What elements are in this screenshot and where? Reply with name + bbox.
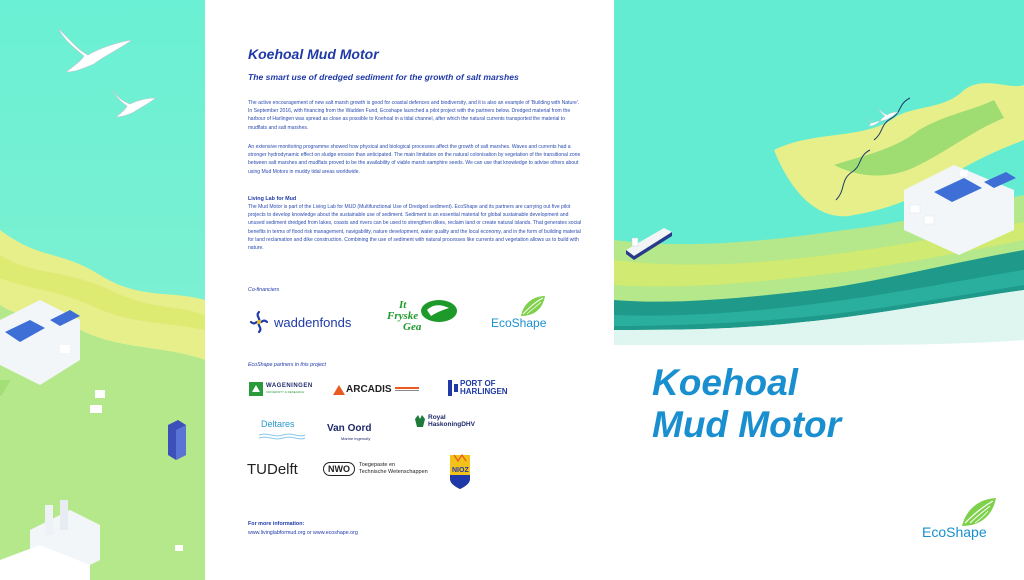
nwo-name: NWO (323, 462, 355, 476)
waddenfonds-name: waddenfonds (274, 314, 352, 330)
vanoord-name: Van Oord (327, 423, 372, 434)
brochure-text-page (205, 0, 614, 580)
fryske-line3: Gea (403, 321, 422, 333)
ecoshape-logo-small (491, 294, 561, 336)
arcadis-icon (333, 385, 345, 395)
van-oord-logo (327, 424, 371, 441)
wageningen-icon (249, 382, 263, 396)
nioz-name: NIOZ (452, 467, 469, 474)
cover-page (614, 0, 1024, 580)
cover-brand: EcoShape (922, 524, 987, 540)
waddenfonds-icon (247, 308, 271, 336)
nwo-logo (323, 462, 428, 476)
brochure-subtitle: The smart use of dredged sediment for the growth of salt marshes (248, 72, 519, 82)
ecoshape-name-small: EcoShape (491, 316, 547, 330)
wageningen-logo (249, 382, 313, 396)
port-line2: HARLINGEN (460, 387, 508, 396)
fryske-line1: It (399, 299, 407, 311)
monitoring-paragraph: An extensive monitoring programme showed how physical and biological processes affect the growth of salt marshes. Waves and currents had a stronger hydrodynamic effect on sludge erosion than anticipated. The main limitation on the natural colonisation by vegetation of the transitional zone between salt marshes and mudflats proved to be the availability of viable marsh samphire seeds. We can use that knowledge to advise others about using Mud Motors in muddy tidal areas worldwide. (248, 144, 581, 175)
royal-haskoning-logo (415, 414, 475, 428)
ecoshape-leaf-icon (517, 294, 547, 318)
deltares-name: Deltares (261, 419, 295, 429)
living-lab-heading: Living Lab for Mud (248, 196, 297, 202)
tudelft-name: TUDelft (247, 461, 298, 478)
bird-silhouette-icon (417, 298, 459, 324)
fryske-line2: Fryske (387, 310, 419, 322)
wageningen-name: WAGENINGEN (266, 383, 313, 389)
nioz-logo (448, 453, 472, 491)
port-line1: PORT OF (460, 379, 496, 388)
fryske-gea-logo (387, 296, 467, 342)
living-lab-paragraph: The Mud Motor is part of the Living Lab for MUD (Multifunctional Use of Dredged sediment). EcoShape and its partners are carrying out five pilot projects to develop knowledge about the sustainable use of sediment. Sediment is an essential material for global sustainable development and unused sediment dredged from lakes, coasts and rivers can be used to strengthen dikes, reclaim land or create natural islands. That generates social benefits in terms of flood risk management, navigability, nature development, water quality and the local economy, and in the form of building material for land reclamation and dike construction. Combining the use of sediment with natural processes like currents and vegetation allows us to build with nature. (248, 204, 582, 252)
port-of-harlingen-logo (448, 380, 508, 396)
coastal-landscape-left (0, 0, 205, 580)
intro-paragraph: The active encouragement of new salt marsh growth is good for coastal defences and biodiversity, and it is also an example of 'Building with Nature'. In September 2016, with financing from the Wadden Fund, Ecoshape launched a pilot project with the partners below. Dredged material from the harbour of Harlingen was spread as close as possible to Koehoal in a tidal channel, after which the natural currents transported the material to mudflats and salt marshes. (248, 100, 580, 131)
tower (168, 420, 186, 460)
cofinanciers-label: Co-financiers (248, 287, 280, 293)
more-info-links[interactable]: www.livinglabformud.org or www.ecoshape.org (248, 530, 358, 536)
arcadis-logo (333, 384, 419, 395)
deltares-logo (257, 419, 307, 443)
cover-title-line1: Koehoal (652, 362, 798, 403)
tudelft-logo (247, 461, 298, 478)
arcadis-tagline (395, 387, 419, 393)
cover-title-line2: Mud Motor (652, 404, 842, 445)
brochure-title: Koehoal Mud Motor (248, 46, 379, 62)
nwo-line2: Technische Wetenschappen (359, 469, 428, 475)
more-info-label: For more information: (248, 521, 305, 527)
royal-line1: Royal (428, 414, 446, 421)
coastal-landscape-right (614, 0, 1024, 580)
nwo-line1: Toegepaste en (359, 462, 396, 468)
waddenfonds-logo (247, 306, 351, 338)
wageningen-sub: UNIVERSITY & RESEARCH (266, 390, 305, 394)
partners-label: EcoShape partners in this project (248, 362, 327, 368)
vanoord-sub: Marine ingenuity (341, 436, 371, 441)
port-icon (448, 380, 458, 396)
arcadis-name: ARCADIS (346, 384, 392, 395)
left-illustration (0, 0, 205, 580)
deltares-waves-icon (257, 431, 307, 441)
ecoshape-logo-cover (920, 496, 1010, 546)
royal-line2: HaskoningDHV (428, 421, 475, 428)
cover-title (652, 362, 841, 446)
crown-icon (415, 415, 425, 427)
